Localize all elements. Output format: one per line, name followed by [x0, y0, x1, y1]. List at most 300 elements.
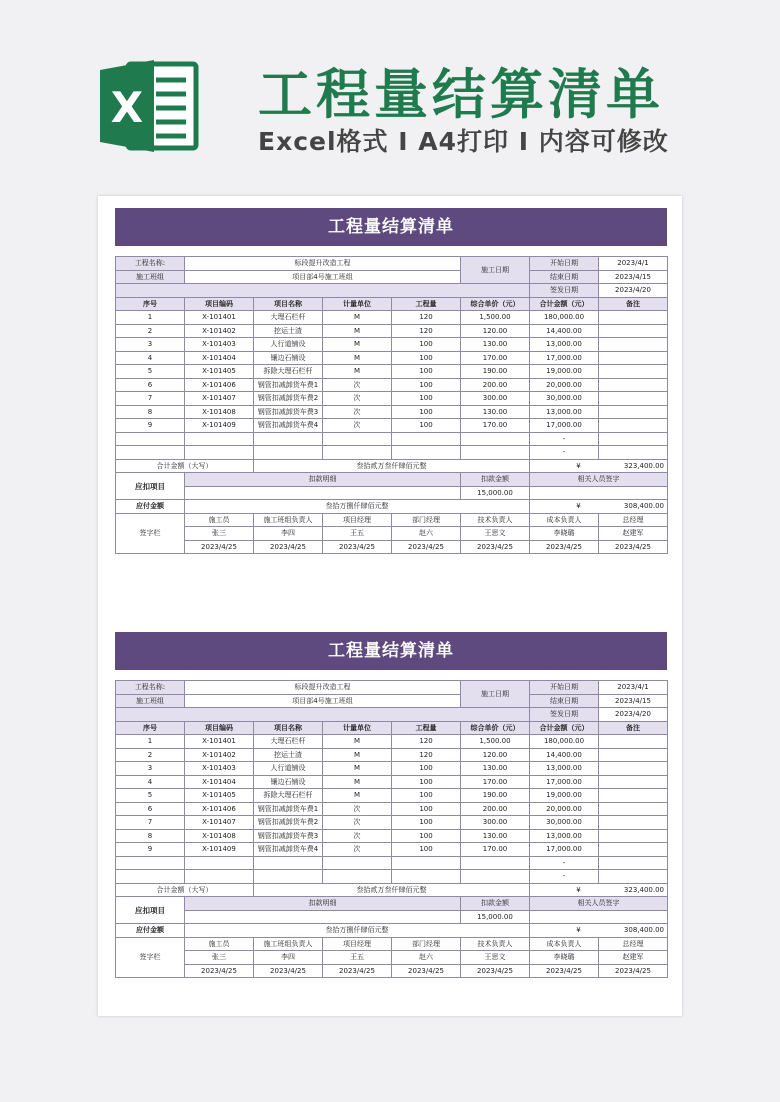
- table-cell: [185, 432, 254, 446]
- table-cell: -: [530, 432, 599, 446]
- page-header: [0, 0, 780, 170]
- column-header: 项目编码: [185, 721, 254, 735]
- table-cell: 180,000.00: [530, 311, 599, 325]
- table-cell: 17,000.00: [530, 351, 599, 365]
- construction-date-label: 施工日期: [461, 257, 530, 284]
- table-cell: 8: [116, 405, 185, 419]
- signature-row: [116, 964, 668, 978]
- deduct-amount-label: 扣款金额: [461, 897, 530, 911]
- signer-role: 项目经理: [323, 513, 392, 527]
- related-sign-label: 相关人员签字: [530, 897, 668, 911]
- table-cell: 30,000.00: [530, 816, 599, 830]
- deduct-detail-label: 扣款明细: [185, 897, 461, 911]
- table-cell: [599, 762, 668, 776]
- payable-amount: 308,400.00: [623, 502, 664, 511]
- table-cell: [461, 446, 530, 460]
- signature-row: [116, 951, 668, 965]
- table-cell: M: [323, 311, 392, 325]
- signer-date: 2023/4/25: [530, 964, 599, 978]
- table-cell: [461, 856, 530, 870]
- deduct-detail-label: 扣款明细: [185, 473, 461, 487]
- table-cell: [185, 446, 254, 460]
- team-value: 项目部4号施工班组: [185, 270, 461, 284]
- total-label: 合计金额（大写）: [116, 883, 254, 897]
- team-label: 施工班组: [116, 694, 185, 708]
- column-header: 计量单位: [323, 297, 392, 311]
- signer-name: 李四: [254, 527, 323, 541]
- table-cell: 100: [392, 762, 461, 776]
- column-header: 序号: [116, 721, 185, 735]
- table-cell: 次: [323, 419, 392, 433]
- svg-text:X: X: [110, 83, 144, 132]
- table-cell: 人行道铺设: [254, 338, 323, 352]
- signer-name: 王思文: [461, 951, 530, 965]
- table-cell: 钢管扣减卸货车费3: [254, 405, 323, 419]
- project-name-label: 工程名称:: [116, 681, 185, 695]
- signer-role: 总经理: [599, 513, 668, 527]
- table-cell: 钢管扣减卸货车费4: [254, 843, 323, 857]
- table-cell: [599, 365, 668, 379]
- signer-name: 李晓璐: [530, 951, 599, 965]
- sign-date-spacer: [116, 284, 530, 298]
- table-cell: -: [530, 856, 599, 870]
- table-cell: [599, 775, 668, 789]
- table-cell: M: [323, 775, 392, 789]
- table-cell: 次: [323, 392, 392, 406]
- signer-date: 2023/4/25: [530, 540, 599, 554]
- table-cell: 2: [116, 324, 185, 338]
- signature-row: [116, 540, 668, 554]
- total-words: 叁拾贰万叁仟肆佰元整: [254, 459, 530, 473]
- table-cell: 19,000.00: [530, 789, 599, 803]
- column-header: 序号: [116, 297, 185, 311]
- table-cell: X-101407: [185, 816, 254, 830]
- table-cell: 17,000.00: [530, 419, 599, 433]
- sheet-title: 工程量结算清单: [115, 208, 667, 246]
- table-row: [116, 324, 668, 338]
- table-cell: M: [323, 365, 392, 379]
- sheet-title: 工程量结算清单: [115, 632, 667, 670]
- table-cell: -: [530, 446, 599, 460]
- table-cell: 镶边石铺设: [254, 775, 323, 789]
- table-cell: 次: [323, 802, 392, 816]
- signer-name: 李晓璐: [530, 527, 599, 541]
- signer-date: 2023/4/25: [461, 540, 530, 554]
- table-cell: 钢管扣减卸货车费2: [254, 392, 323, 406]
- table-cell: 1: [116, 735, 185, 749]
- table-cell: X-101401: [185, 311, 254, 325]
- table-cell: [323, 446, 392, 460]
- sign-block-label: 签字栏: [116, 513, 185, 554]
- table-cell: 120.00: [461, 324, 530, 338]
- table-cell: M: [323, 789, 392, 803]
- column-header: 合计金额（元）: [530, 297, 599, 311]
- project-name-value: 标段提升改造工程: [185, 257, 461, 271]
- total-words: 叁拾贰万叁仟肆佰元整: [254, 883, 530, 897]
- table-cell: [461, 432, 530, 446]
- table-cell: [323, 870, 392, 884]
- signer-name: 王五: [323, 527, 392, 541]
- table-cell: 100: [392, 843, 461, 857]
- table-cell: 170.00: [461, 419, 530, 433]
- table-cell: 120: [392, 324, 461, 338]
- sign-date-label: 签发日期: [530, 708, 599, 722]
- table-cell: [461, 870, 530, 884]
- table-cell: X-101407: [185, 392, 254, 406]
- table-cell: -: [530, 870, 599, 884]
- table-cell: [323, 432, 392, 446]
- table-cell: [254, 870, 323, 884]
- table-cell: [323, 856, 392, 870]
- table-cell: [599, 802, 668, 816]
- table-cell: 190.00: [461, 365, 530, 379]
- table-cell: [185, 856, 254, 870]
- yen-symbol: ¥: [576, 502, 581, 511]
- table-cell: 100: [392, 816, 461, 830]
- table-cell: 100: [392, 802, 461, 816]
- table-cell: 钢管扣减卸货车费2: [254, 816, 323, 830]
- table-cell: [185, 870, 254, 884]
- settlement-table: [115, 680, 668, 978]
- table-cell: 100: [392, 365, 461, 379]
- table-cell: 100: [392, 789, 461, 803]
- table-cell: 大理石栏杆: [254, 311, 323, 325]
- deduct-amount-value: 15,000.00: [461, 910, 530, 924]
- table-row: [116, 735, 668, 749]
- total-amount-cell: [530, 459, 668, 473]
- table-cell: 120: [392, 735, 461, 749]
- signer-date: 2023/4/25: [461, 964, 530, 978]
- table-cell: 100: [392, 351, 461, 365]
- table-cell: X-101401: [185, 735, 254, 749]
- excel-logo-icon: [100, 58, 200, 154]
- table-cell: X-101409: [185, 843, 254, 857]
- column-header: 项目编码: [185, 297, 254, 311]
- table-cell: [599, 843, 668, 857]
- table-cell: 2: [116, 748, 185, 762]
- table-cell: [599, 870, 668, 884]
- table-row: [116, 843, 668, 857]
- total-amount: 323,400.00: [623, 461, 664, 470]
- table-cell: X-101408: [185, 829, 254, 843]
- table-cell: M: [323, 762, 392, 776]
- signer-name: 张三: [185, 951, 254, 965]
- table-cell: 100: [392, 338, 461, 352]
- table-cell: 次: [323, 405, 392, 419]
- signer-name: 李四: [254, 951, 323, 965]
- table-cell: 8: [116, 829, 185, 843]
- signer-role: 施工员: [185, 513, 254, 527]
- team-label: 施工班组: [116, 270, 185, 284]
- signer-date: 2023/4/25: [323, 964, 392, 978]
- table-cell: 镶边石铺设: [254, 351, 323, 365]
- sign-date-value: 2023/4/20: [599, 284, 668, 298]
- deduct-detail-value: [185, 486, 461, 500]
- table-cell: 13,000.00: [530, 405, 599, 419]
- signer-role: 成本负责人: [530, 513, 599, 527]
- table-row: [116, 870, 668, 884]
- table-cell: 钢管扣减卸货车费1: [254, 802, 323, 816]
- table-cell: 130.00: [461, 338, 530, 352]
- table-cell: 次: [323, 843, 392, 857]
- project-name-value: 标段提升改造工程: [185, 681, 461, 695]
- payable-amount: 308,400.00: [623, 926, 664, 935]
- deduct-label: 应扣项目: [116, 473, 185, 500]
- start-date-label: 开始日期: [530, 681, 599, 695]
- table-cell: [599, 419, 668, 433]
- table-cell: X-101409: [185, 419, 254, 433]
- table-cell: 人行道铺设: [254, 762, 323, 776]
- signer-name: 张三: [185, 527, 254, 541]
- table-cell: M: [323, 351, 392, 365]
- end-date-label: 结束日期: [530, 694, 599, 708]
- column-header: 项目名称: [254, 721, 323, 735]
- table-cell: M: [323, 748, 392, 762]
- table-cell: 1,500.00: [461, 735, 530, 749]
- table-cell: 次: [323, 816, 392, 830]
- table-cell: [599, 748, 668, 762]
- table-cell: [116, 856, 185, 870]
- signature-row: [116, 937, 668, 951]
- table-cell: 3: [116, 338, 185, 352]
- table-cell: X-101404: [185, 351, 254, 365]
- signer-role: 技术负责人: [461, 937, 530, 951]
- table-cell: 9: [116, 843, 185, 857]
- related-sign-label: 相关人员签字: [530, 473, 668, 487]
- signature-block: [116, 513, 668, 554]
- signer-role: 施工班组负责人: [254, 937, 323, 951]
- table-cell: 130.00: [461, 405, 530, 419]
- sign-date-label: 签发日期: [530, 284, 599, 298]
- table-cell: 挖运土渣: [254, 748, 323, 762]
- table-cell: [599, 446, 668, 460]
- start-date-value: 2023/4/1: [599, 681, 668, 695]
- yen-symbol: ¥: [576, 885, 581, 894]
- signer-name: 王五: [323, 951, 392, 965]
- table-cell: 170.00: [461, 351, 530, 365]
- table-cell: 13,000.00: [530, 829, 599, 843]
- table-cell: 120: [392, 748, 461, 762]
- table-cell: X-101402: [185, 324, 254, 338]
- sign-date-spacer: [116, 708, 530, 722]
- table-row: [116, 365, 668, 379]
- end-date-label: 结束日期: [530, 270, 599, 284]
- table-cell: 190.00: [461, 789, 530, 803]
- table-cell: 拆除大理石栏杆: [254, 365, 323, 379]
- table-row: [116, 419, 668, 433]
- signer-role: 技术负责人: [461, 513, 530, 527]
- signer-role: 成本负责人: [530, 937, 599, 951]
- deduct-amount-value: 15,000.00: [461, 486, 530, 500]
- end-date-value: 2023/4/15: [599, 270, 668, 284]
- table-cell: X-101404: [185, 775, 254, 789]
- table-cell: 17,000.00: [530, 775, 599, 789]
- table-cell: [599, 405, 668, 419]
- table-cell: 钢管扣减卸货车费1: [254, 378, 323, 392]
- table-cell: [116, 870, 185, 884]
- table-row: [116, 748, 668, 762]
- yen-symbol: ¥: [576, 461, 581, 470]
- table-cell: 6: [116, 378, 185, 392]
- table-cell: 5: [116, 365, 185, 379]
- table-cell: [254, 432, 323, 446]
- table-cell: [392, 432, 461, 446]
- end-date-value: 2023/4/15: [599, 694, 668, 708]
- table-cell: 7: [116, 392, 185, 406]
- signer-date: 2023/4/25: [185, 964, 254, 978]
- table-row: [116, 762, 668, 776]
- table-row: [116, 338, 668, 352]
- table-cell: 3: [116, 762, 185, 776]
- column-header: 工程量: [392, 721, 461, 735]
- signer-date: 2023/4/25: [599, 964, 668, 978]
- table-cell: X-101403: [185, 338, 254, 352]
- signer-date: 2023/4/25: [599, 540, 668, 554]
- table-row: [116, 378, 668, 392]
- table-cell: 100: [392, 419, 461, 433]
- table-cell: 170.00: [461, 843, 530, 857]
- payable-words: 叁拾万捌仟肆佰元整: [185, 500, 530, 514]
- table-cell: [599, 338, 668, 352]
- table-cell: 19,000.00: [530, 365, 599, 379]
- table-cell: 20,000.00: [530, 802, 599, 816]
- signer-name: 赵建军: [599, 527, 668, 541]
- sheet-2: [115, 632, 667, 978]
- table-cell: 9: [116, 419, 185, 433]
- signer-name: 赵六: [392, 527, 461, 541]
- signer-date: 2023/4/25: [254, 964, 323, 978]
- sheet-1: [115, 208, 667, 554]
- items-body: [116, 311, 668, 460]
- table-cell: 130.00: [461, 829, 530, 843]
- signer-date: 2023/4/25: [185, 540, 254, 554]
- table-cell: 6: [116, 802, 185, 816]
- signer-role: 施工员: [185, 937, 254, 951]
- sign-date-value: 2023/4/20: [599, 708, 668, 722]
- signer-role: 部门经理: [392, 513, 461, 527]
- table-cell: 5: [116, 789, 185, 803]
- table-cell: 100: [392, 378, 461, 392]
- table-row: [116, 829, 668, 843]
- team-value: 项目部4号施工班组: [185, 694, 461, 708]
- payable-amount-cell: [530, 500, 668, 514]
- table-cell: [116, 432, 185, 446]
- table-row: [116, 816, 668, 830]
- table-cell: X-101406: [185, 378, 254, 392]
- table-cell: [599, 735, 668, 749]
- table-cell: X-101406: [185, 802, 254, 816]
- table-cell: X-101402: [185, 748, 254, 762]
- deduct-label: 应扣项目: [116, 897, 185, 924]
- signer-name: 王思文: [461, 527, 530, 541]
- table-cell: 17,000.00: [530, 843, 599, 857]
- table-cell: [599, 789, 668, 803]
- table-cell: X-101405: [185, 365, 254, 379]
- table-cell: 14,400.00: [530, 748, 599, 762]
- table-cell: [599, 324, 668, 338]
- total-label: 合计金额（大写）: [116, 459, 254, 473]
- table-row: [116, 802, 668, 816]
- project-name-label: 工程名称:: [116, 257, 185, 271]
- table-cell: 大理石栏杆: [254, 735, 323, 749]
- table-row: [116, 405, 668, 419]
- table-cell: 130.00: [461, 762, 530, 776]
- column-header: 备注: [599, 721, 668, 735]
- column-header-row: [116, 721, 668, 735]
- table-cell: 7: [116, 816, 185, 830]
- items-body: [116, 735, 668, 884]
- table-cell: 4: [116, 351, 185, 365]
- table-cell: M: [323, 338, 392, 352]
- signer-name: 赵六: [392, 951, 461, 965]
- column-header: 综合单价（元）: [461, 721, 530, 735]
- signature-block: [116, 937, 668, 978]
- column-header: 综合单价（元）: [461, 297, 530, 311]
- table-cell: X-101408: [185, 405, 254, 419]
- table-cell: 钢管扣减卸货车费4: [254, 419, 323, 433]
- table-cell: 1,500.00: [461, 311, 530, 325]
- table-cell: 1: [116, 311, 185, 325]
- related-sign-value: [530, 486, 668, 500]
- table-cell: [599, 392, 668, 406]
- table-cell: [254, 446, 323, 460]
- table-cell: 100: [392, 392, 461, 406]
- table-cell: 300.00: [461, 816, 530, 830]
- table-cell: 次: [323, 378, 392, 392]
- signer-role: 部门经理: [392, 937, 461, 951]
- sign-block-label: 签字栏: [116, 937, 185, 978]
- table-cell: 13,000.00: [530, 338, 599, 352]
- table-row: [116, 351, 668, 365]
- signature-row: [116, 513, 668, 527]
- total-amount: 323,400.00: [623, 885, 664, 894]
- table-cell: [392, 856, 461, 870]
- table-cell: X-101403: [185, 762, 254, 776]
- signer-date: 2023/4/25: [392, 964, 461, 978]
- table-cell: [254, 856, 323, 870]
- column-header: 计量单位: [323, 721, 392, 735]
- table-cell: 挖运土渣: [254, 324, 323, 338]
- table-cell: 13,000.00: [530, 762, 599, 776]
- signer-role: 项目经理: [323, 937, 392, 951]
- start-date-value: 2023/4/1: [599, 257, 668, 271]
- signer-name: 赵建军: [599, 951, 668, 965]
- signer-date: 2023/4/25: [392, 540, 461, 554]
- table-row: [116, 432, 668, 446]
- table-cell: 拆除大理石栏杆: [254, 789, 323, 803]
- table-cell: [599, 856, 668, 870]
- table-cell: [392, 870, 461, 884]
- table-cell: 14,400.00: [530, 324, 599, 338]
- table-cell: 钢管扣减卸货车费3: [254, 829, 323, 843]
- signer-role: 总经理: [599, 937, 668, 951]
- table-cell: 30,000.00: [530, 392, 599, 406]
- payable-label: 应付金额: [116, 924, 185, 938]
- payable-label: 应付金额: [116, 500, 185, 514]
- column-header: 合计金额（元）: [530, 721, 599, 735]
- table-cell: 100: [392, 405, 461, 419]
- signer-role: 施工班组负责人: [254, 513, 323, 527]
- main-title: 工程量结算清单: [258, 63, 664, 126]
- table-cell: [599, 432, 668, 446]
- signer-date: 2023/4/25: [323, 540, 392, 554]
- table-cell: 100: [392, 775, 461, 789]
- table-cell: 200.00: [461, 802, 530, 816]
- table-cell: 120: [392, 311, 461, 325]
- table-cell: [599, 829, 668, 843]
- table-cell: M: [323, 735, 392, 749]
- signature-row: [116, 527, 668, 541]
